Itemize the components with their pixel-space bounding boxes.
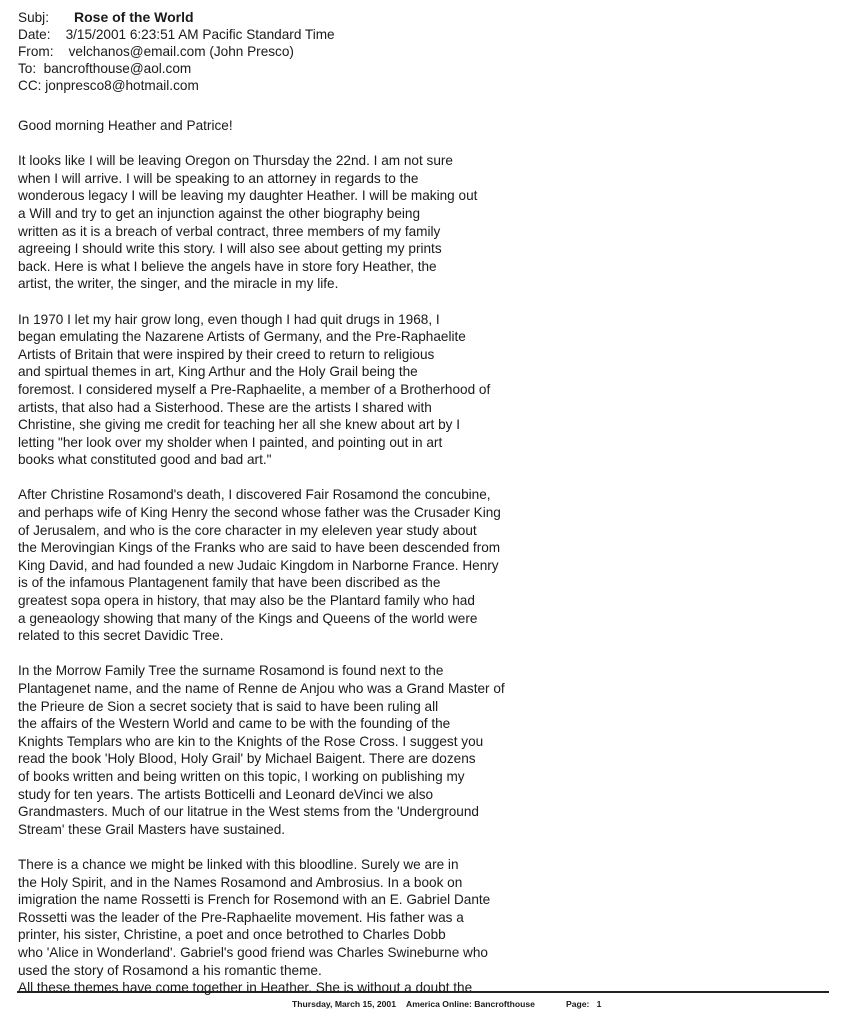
footer-source: America Online: Bancrofthouse xyxy=(406,999,535,1009)
paragraph-4: In the Morrow Family Tree the surname Rosamond is found next to the Plantagenet name, and the name of Renne de Anjou who was a Grand Master of the Prieure de Sion a secret society that is said to have been ruling all the affairs of the Western World and came to be with the founding of the Knights Templars who are kin to the Knights of the Rose Cross. I suggest you read the book 'Holy Blood, Holy Grail' by Michael Baigent. There are dozens of books written and being written on this topic, I working on publishing my study for ten years. The artists Botticelli and Leonard deVinci we also Grandmasters. Much of our litatrue in the West stems from the 'Underground Stream' these Grail Masters have sustained. xyxy=(18,663,505,837)
subject-value: Rose of the World xyxy=(74,9,194,25)
email-header xyxy=(18,9,335,94)
paragraph-2: In 1970 I let my hair grow long, even though I had quit drugs in 1968, I began emulating the Nazarene Artists of Germany, and the Pre-Raphaelite Artists of Britain that were inspired by their creed to return to religious and spirtual themes in art, King Arthur and the Holy Grail being the foremost. I considered myself a Pre-Raphaelite, a member of a Brotherhood of artists, that also had a Sisterhood. These are the artists I shared with Christine, she giving me credit for teaching her all she knew about art by I letting "her look over my sholder when I painted, and pointing out in art books what constituted good and bad art." xyxy=(18,311,491,468)
paragraph-5: There is a chance we might be linked with this bloodline. Surely we are in the Holy Spirit, and in the Names Rosamond and Ambrosius. In a book on imigration the name Rossetti is French for Rosemond with an E. Gabriel Dante Rossetti was the leader of the Pre-Raphaelite movement. His father was a printer, his sister, Christine, a poet and once betrothed to Charles Dobb who 'Alice in Wonderland'. Gabriel's good friend was Charles Swineburne who used the story of Rosamond a his romantic theme. All these themes have come together in Heather. She is without a doubt the xyxy=(18,856,491,996)
email-body xyxy=(18,117,538,1014)
date-row: Date: 3/15/2001 6:23:51 AM Pacific Standard Time xyxy=(18,27,335,42)
footer-page-number: Page: 1 xyxy=(566,999,602,1009)
cc-row: CC: jonpresco8@hotmail.com xyxy=(18,78,199,93)
footer-divider xyxy=(17,991,829,993)
from-row: From: velchanos@email.com (John Presco) xyxy=(18,44,294,59)
paragraph-1: It looks like I will be leaving Oregon on Thursday the 22nd. I am not sure when I will arrive. I will be speaking to an attorney in regards to the wonderous legacy I will be leaving my daughter Heather. I will be making out a Will and try to get an injunction against the other biography being written as it is a breach of verbal contract, three members of my family agreeing I should write this story. I will also see about getting my prints back. Here is what I believe the angels have in store fory Heather, the artist, the writer, the singer, and the miracle in my life. xyxy=(18,153,478,292)
footer-date: Thursday, March 15, 2001 xyxy=(292,999,396,1009)
subject-label: Subj: xyxy=(18,10,49,25)
paragraph-3: After Christine Rosamond's death, I discovered Fair Rosamond the concubine, and perhaps wife of King Henry the second whose father was the Crusader King of Jerusalem, and who is the core character in my eleleven year study about the Merovingian Kings of the Franks who are said to have been descended from King David, and had founded a new Judaic Kingdom in Narborne France. Henry is of the infamous Plantagenent family that have been discribed as the greatest sopa opera in history, that may also be the Plantard family who had a geneaology showing that many of the Kings and Queens of the world were related to this secret Davidic Tree. xyxy=(18,487,501,644)
subject-row xyxy=(18,9,335,26)
greeting: Good morning Heather and Patrice! xyxy=(18,118,233,133)
to-row: To: bancrofthouse@aol.com xyxy=(18,61,192,76)
